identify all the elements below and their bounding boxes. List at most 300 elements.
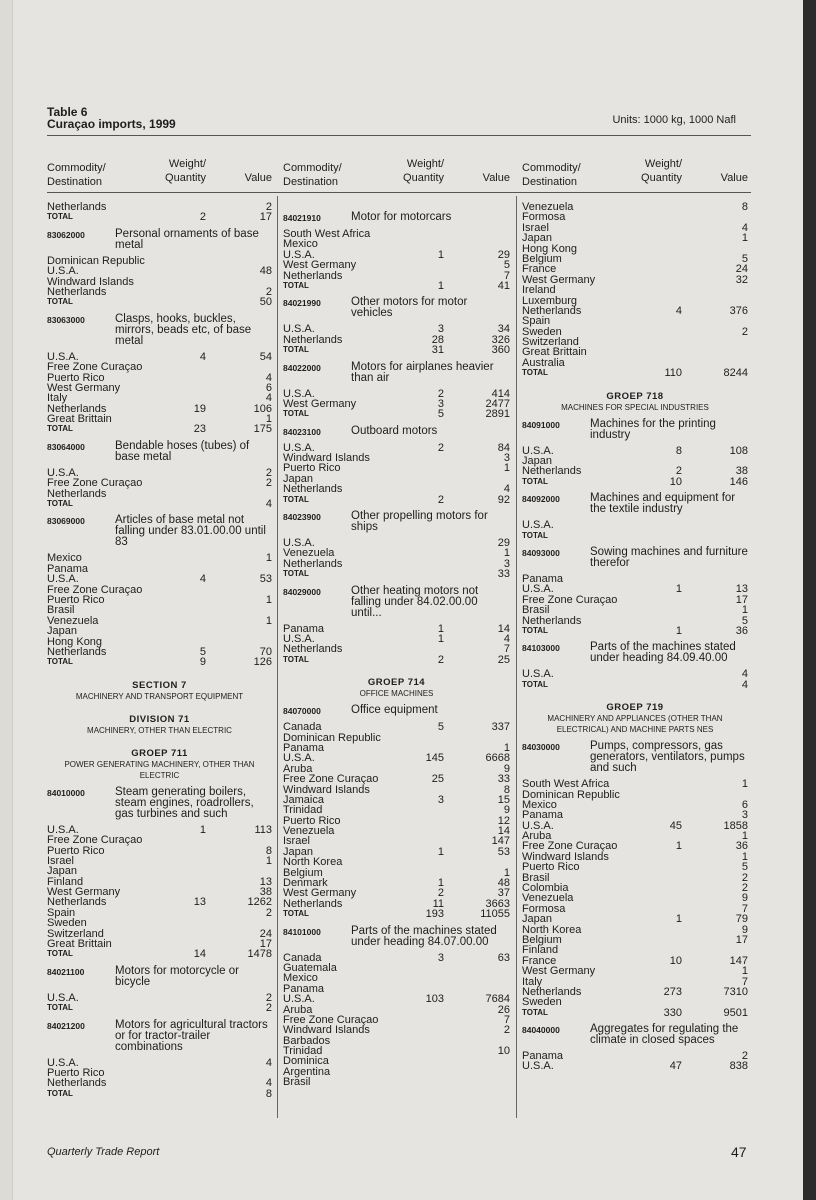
commodity-code: 84029000 <box>283 586 321 597</box>
weight-cell: 23 <box>193 423 206 436</box>
value-cell: 48 <box>497 877 510 890</box>
value-cell: 1 <box>503 462 510 475</box>
quantity-label: Quantity <box>641 172 682 184</box>
value-cell <box>682 337 748 347</box>
weight-cell: 3 <box>437 323 444 336</box>
value-cell: 4 <box>265 498 272 511</box>
commodity-block <box>522 202 748 379</box>
destination-cell: Free Zone Curaçao <box>522 840 618 853</box>
weight-cell <box>642 327 682 337</box>
weight-cell <box>642 337 682 347</box>
total-row <box>522 368 748 378</box>
destination-cell: Venezuela <box>283 547 335 560</box>
table-row <box>522 233 748 243</box>
weight-cell: 3 <box>437 951 444 964</box>
value-cell: 9 <box>741 923 748 936</box>
destination-cell: Trinidad <box>283 804 323 817</box>
table-row <box>283 624 510 634</box>
weight-cell <box>166 856 206 866</box>
destination-label: Destination <box>522 176 578 188</box>
table-row <box>47 897 272 907</box>
commodity-block <box>283 926 510 1088</box>
commodity-description: Steam generating boilers, steam engines, roadrollers, gas turbines and such <box>115 785 254 820</box>
destination-cell: Free Zone Curaçao <box>283 1013 379 1026</box>
commodity-block <box>283 212 510 291</box>
commodity-heading <box>47 966 272 988</box>
value-cell: 84 <box>497 441 510 454</box>
destination-cell: TOTAL <box>283 909 309 919</box>
destination-cell: Puerto Rico <box>522 861 580 874</box>
destination-cell: Belgium <box>522 252 562 265</box>
destination-cell: Netherlands <box>47 1077 107 1090</box>
table-row <box>522 1051 748 1061</box>
destination-cell: Mexico <box>283 972 318 985</box>
destination-cell: TOTAL <box>283 345 309 355</box>
destination-cell: Netherlands <box>522 614 582 627</box>
destination-cell: Japan <box>522 455 552 468</box>
destination-cell: West Germany <box>283 887 357 900</box>
commodity-description: Bendable hoses (tubes) of base metal <box>115 439 250 463</box>
table-header <box>47 106 176 130</box>
weight-cell <box>166 256 206 266</box>
section-title: GROEP 714 <box>367 677 426 689</box>
total-row <box>283 655 510 665</box>
value-cell <box>682 244 748 254</box>
destination-cell: West Germany <box>47 381 121 394</box>
section-heading <box>47 714 272 736</box>
value-cell: 4 <box>741 221 748 234</box>
value-cell: 33 <box>497 773 510 786</box>
value-cell: 4 <box>741 678 748 691</box>
value-cell: 2 <box>265 201 272 213</box>
value-cell: 2 <box>265 477 272 490</box>
destination-cell: TOTAL <box>47 212 73 222</box>
commodity-heading <box>283 926 510 948</box>
destination-cell: TOTAL <box>522 625 548 635</box>
value-cell: 8 <box>503 783 510 796</box>
weight-cell <box>642 254 682 264</box>
table-column-3 <box>522 200 748 1072</box>
total-row <box>522 680 748 690</box>
section-heading <box>522 391 748 413</box>
value-cell <box>444 733 510 743</box>
value-cell: 4 <box>265 371 272 384</box>
value-cell: 1 <box>741 850 748 863</box>
destination-label: Destination <box>283 176 339 188</box>
commodity-heading <box>283 705 510 717</box>
value-cell: 1 <box>741 778 748 791</box>
destination-cell: Venezuela <box>522 892 574 905</box>
value-cell: 2 <box>503 1024 510 1037</box>
value-cell: 4 <box>741 668 748 681</box>
destination-cell: U.S.A. <box>283 993 315 1006</box>
table-row <box>522 810 748 820</box>
total-row <box>47 1089 272 1099</box>
weight-cell <box>166 993 206 1003</box>
value-cell <box>682 347 748 357</box>
commodity-block <box>47 229 272 308</box>
weight-cell <box>642 935 682 945</box>
table-row <box>522 904 748 914</box>
weight-cell: 1 <box>675 913 682 926</box>
destination-cell: Netherlands <box>283 483 343 496</box>
destination-cell: U.S.A. <box>47 573 79 586</box>
commodity-heading <box>522 1024 748 1046</box>
weight-cell <box>642 680 682 690</box>
weight-cell <box>404 1067 444 1077</box>
table-row <box>47 287 272 297</box>
table-row <box>283 335 510 345</box>
destination-cell: Free Zone Curaçao <box>47 361 143 374</box>
destination-cell: U.S.A. <box>47 1056 79 1069</box>
total-row <box>283 345 510 355</box>
value-cell: 414 <box>491 387 510 400</box>
weight-cell: 2 <box>675 465 682 478</box>
commodity-block <box>283 586 510 666</box>
commodity-label: Commodity/ <box>47 162 106 174</box>
destination-cell: U.S.A. <box>522 519 554 532</box>
weight-cell <box>166 468 206 478</box>
table-row <box>522 520 748 530</box>
value-cell: 7684 <box>485 993 510 1006</box>
table-row <box>522 821 748 831</box>
table-row <box>522 306 748 316</box>
weight-cell <box>166 553 206 563</box>
commodity-block <box>283 297 510 355</box>
destination-cell: TOTAL <box>47 297 73 307</box>
value-cell: 7 <box>741 975 748 988</box>
value-cell: 36 <box>735 624 748 637</box>
value-cell: 9501 <box>723 1006 748 1019</box>
table-row <box>522 358 748 368</box>
weight-cell <box>642 285 682 295</box>
table-row <box>283 984 510 994</box>
destination-cell: France <box>522 954 557 967</box>
weight-cell <box>166 373 206 383</box>
destination-cell: Sweden <box>522 996 562 1009</box>
destination-cell: Aruba <box>522 830 552 843</box>
table-row <box>47 846 272 856</box>
destination-cell: Netherlands <box>47 896 107 909</box>
table-row <box>47 856 272 866</box>
commodity-block <box>283 705 510 919</box>
value-cell: 5 <box>741 861 748 874</box>
value-cell <box>682 520 748 530</box>
weight-cell <box>166 908 206 918</box>
destination-cell: Formosa <box>522 902 566 915</box>
table-row <box>47 626 272 636</box>
value-label: Value <box>482 172 510 184</box>
total-row <box>47 657 272 667</box>
weight-cell <box>166 929 206 939</box>
destination-cell: Japan <box>283 845 313 858</box>
weight-cell <box>166 383 206 393</box>
destination-cell: West Germany <box>47 886 121 899</box>
value-cell: 4 <box>503 483 510 496</box>
weight-cell <box>166 616 206 626</box>
destination-cell: Canada <box>283 951 322 964</box>
section-subtitle: POWER GENERATING MACHINERY, OTHER THAN ELECTRIC <box>64 759 255 780</box>
destination-cell: Brasil <box>283 1076 311 1089</box>
commodity-heading <box>522 741 748 774</box>
value-cell: 9 <box>503 804 510 817</box>
commodity-code: 83064000 <box>47 441 85 452</box>
weight-cell <box>642 966 682 976</box>
destination-cell: Netherlands <box>283 333 343 346</box>
value-cell: 1262 <box>247 896 272 909</box>
total-row <box>522 477 748 487</box>
weight-cell: 25 <box>431 773 444 786</box>
weight-cell <box>404 1005 444 1015</box>
destination-cell: Dominica <box>283 1055 329 1068</box>
weight-cell <box>642 233 682 243</box>
destination-cell: Venezuela <box>522 201 574 213</box>
commodity-block <box>522 642 748 690</box>
table-column-1 <box>47 200 272 1099</box>
total-row <box>47 212 272 222</box>
destination-cell: Netherlands <box>47 201 107 213</box>
weight-cell: 47 <box>669 1060 682 1073</box>
value-cell: 3663 <box>485 897 510 910</box>
weight-cell: 2 <box>437 887 444 900</box>
table-row <box>47 939 272 949</box>
destination-cell: Ireland <box>522 284 556 297</box>
commodity-description: Other propelling motors for ships <box>351 510 488 534</box>
commodity-code: 84070000 <box>283 706 321 717</box>
destination-cell: Mexico <box>283 238 318 251</box>
destination-cell: U.S.A. <box>47 350 79 363</box>
weight-cell <box>166 277 206 287</box>
weight-cell <box>642 223 682 233</box>
value-cell: 6668 <box>485 752 510 765</box>
value-cell: 1 <box>265 413 272 426</box>
value-cell <box>206 605 272 615</box>
destination-cell: Netherlands <box>522 465 582 478</box>
weight-cell: 28 <box>431 333 444 346</box>
destination-cell: Panama <box>283 982 324 995</box>
value-cell: 8 <box>265 844 272 857</box>
destination-cell: Netherlands <box>283 557 343 570</box>
value-cell <box>206 835 272 845</box>
weight-cell <box>404 973 444 983</box>
destination-cell: U.S.A. <box>522 1060 554 1073</box>
table-title: Curaçao imports, 1999 <box>47 117 176 131</box>
destination-cell: TOTAL <box>283 494 309 504</box>
destination-cell: Australia <box>522 356 565 369</box>
destination-cell: West Germany <box>283 259 357 272</box>
destination-cell: U.S.A. <box>522 583 554 596</box>
commodity-code: 84091000 <box>522 419 560 430</box>
value-cell: 4 <box>265 392 272 405</box>
section-heading <box>47 748 272 781</box>
weight-cell: 110 <box>664 367 682 380</box>
commodity-block <box>47 314 272 435</box>
weight-cell: 1 <box>437 632 444 645</box>
weight-cell <box>404 548 444 558</box>
destination-cell: Formosa <box>522 211 566 224</box>
destination-cell: U.S.A. <box>283 632 315 645</box>
value-cell: 53 <box>259 573 272 586</box>
destination-cell: Great Brittain <box>522 346 587 359</box>
weight-cell: 9 <box>199 656 206 669</box>
value-cell: 147 <box>491 835 510 848</box>
total-row <box>522 531 748 541</box>
destination-cell: Spain <box>47 906 76 919</box>
weight-cell <box>404 463 444 473</box>
weight-cell: 145 <box>425 752 444 765</box>
weight-cell: 1 <box>675 583 682 596</box>
weight-cell: 3 <box>437 397 444 410</box>
commodity-description: Machines and equipment for the textile industry <box>590 492 736 516</box>
weight-cell <box>166 478 206 488</box>
weight-cell <box>642 347 682 357</box>
table-row <box>47 256 272 266</box>
weight-cell <box>166 362 206 372</box>
value-cell: 15 <box>497 793 510 806</box>
commodity-block <box>47 1020 272 1100</box>
value-cell: 6 <box>265 381 272 394</box>
destination-cell: Japan <box>522 913 552 926</box>
destination-cell: Finland <box>47 875 84 888</box>
value-cell: 2 <box>265 466 272 479</box>
destination-cell: Puerto Rico <box>47 371 105 384</box>
weight-cell <box>642 531 682 541</box>
destination-cell: Aruba <box>283 1003 313 1016</box>
destination-cell: U.S.A. <box>283 752 315 765</box>
table-row <box>522 223 748 233</box>
weight-cell <box>404 1015 444 1025</box>
column-header-2 <box>283 157 510 189</box>
value-cell: 9 <box>503 762 510 775</box>
destination-cell: Jamaica <box>283 793 324 806</box>
commodity-block <box>283 362 510 420</box>
destination-cell: U.S.A. <box>283 441 315 454</box>
weight-cell <box>642 925 682 935</box>
table-row <box>283 271 510 281</box>
table-row <box>283 644 510 654</box>
value-cell: 1 <box>741 604 748 617</box>
weight-cell: 19 <box>193 402 206 415</box>
section-title: DIVISION 71 <box>129 713 190 725</box>
table-row <box>283 753 510 763</box>
commodity-code: 84030000 <box>522 742 560 753</box>
section-heading <box>283 677 510 699</box>
destination-cell: TOTAL <box>47 499 73 509</box>
destination-cell: Belgium <box>522 933 562 946</box>
value-cell: 41 <box>497 279 510 292</box>
value-cell: 126 <box>253 656 272 669</box>
destination-cell: Italy <box>47 392 68 405</box>
weight-cell <box>404 826 444 836</box>
destination-cell: Free Zone Curaçao <box>47 834 143 847</box>
value-cell: 8244 <box>723 367 748 380</box>
weight-cell <box>642 669 682 679</box>
destination-cell: Puerto Rico <box>47 844 105 857</box>
destination-cell: Netherlands <box>522 304 582 317</box>
destination-cell: TOTAL <box>522 1007 548 1017</box>
destination-cell: U.S.A. <box>522 819 554 832</box>
commodity-code: 84092000 <box>522 494 560 505</box>
commodity-code: 84021990 <box>283 298 321 309</box>
table-row <box>522 466 748 476</box>
section-subtitle: MACHINERY, OTHER THAN ELECTRIC <box>87 725 232 735</box>
destination-cell: U.S.A. <box>47 823 79 836</box>
value-cell: 326 <box>491 333 510 346</box>
value-cell: 337 <box>491 721 510 734</box>
table-column-2 <box>283 206 510 1088</box>
value-cell <box>206 489 272 499</box>
commodity-code: 84021200 <box>47 1020 85 1031</box>
weight-cell: 5 <box>199 645 206 658</box>
weight-cell: 4 <box>675 304 682 317</box>
destination-cell: Italy <box>522 975 543 988</box>
destination-cell: North Korea <box>522 923 582 936</box>
table-row <box>283 899 510 909</box>
weight-cell <box>166 1089 206 1099</box>
commodity-heading <box>47 229 272 251</box>
destination-cell: Netherlands <box>283 897 343 910</box>
destination-cell: South West Africa <box>522 778 610 791</box>
weight-cell <box>404 569 444 579</box>
commodity-heading <box>283 297 510 319</box>
table-row <box>522 574 748 584</box>
weight-label: Weight/ <box>168 158 206 170</box>
value-cell <box>444 963 510 973</box>
destination-cell: Netherlands <box>47 645 107 658</box>
value-cell: 8 <box>741 201 748 213</box>
table-row <box>522 616 748 626</box>
commodity-code: 83069000 <box>47 516 85 527</box>
weight-cell: 2 <box>437 653 444 666</box>
value-cell: 3 <box>503 557 510 570</box>
value-cell: 113 <box>254 823 272 836</box>
commodity-block <box>522 1024 748 1072</box>
value-cell: 2 <box>265 991 272 1004</box>
value-cell <box>444 1077 510 1087</box>
value-cell: 29 <box>497 537 510 550</box>
weight-cell <box>404 816 444 826</box>
value-cell: 1 <box>265 854 272 867</box>
total-row <box>47 949 272 959</box>
value-cell: 37 <box>497 887 510 900</box>
destination-cell: Puerto Rico <box>47 1066 105 1079</box>
destination-cell: Belgium <box>283 866 323 879</box>
weight-cell: 2 <box>437 493 444 506</box>
weight-cell <box>404 559 444 569</box>
value-cell: 70 <box>259 645 272 658</box>
value-cell: 4 <box>265 1056 272 1069</box>
destination-cell: Canada <box>283 721 322 734</box>
commodity-description: Outboard motors <box>351 424 438 437</box>
weight-cell: 1 <box>437 877 444 890</box>
value-cell: 25 <box>497 653 510 666</box>
weight-cell <box>404 805 444 815</box>
commodity-code: 84021910 <box>283 213 321 223</box>
weight-cell: 10 <box>669 954 682 967</box>
value-cell: 1 <box>265 552 272 565</box>
table-row <box>522 446 748 456</box>
value-cell: 1 <box>741 232 748 245</box>
destination-cell: Israel <box>522 221 549 234</box>
table-row <box>283 463 510 473</box>
destination-cell: U.S.A. <box>283 537 315 550</box>
destination-cell: TOTAL <box>522 476 548 486</box>
value-label: Value <box>244 172 272 184</box>
destination-cell: TOTAL <box>283 280 309 290</box>
commodity-heading <box>522 547 748 569</box>
weight-cell <box>642 595 682 605</box>
value-cell <box>206 362 272 372</box>
